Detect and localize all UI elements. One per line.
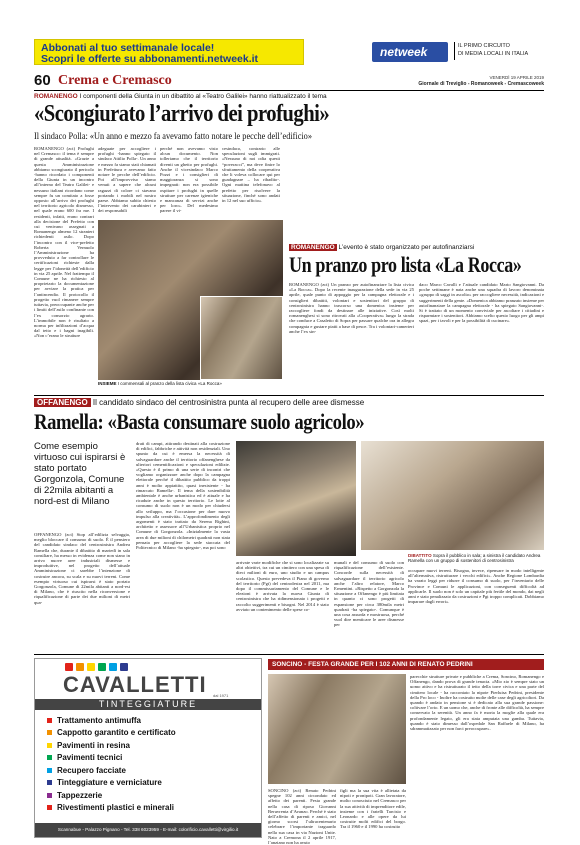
bullet-icon [47, 780, 52, 785]
article1-col1: ROMANENGO (zct) Profughi nel Cremasco: il tema è sempre di grande attualità. «Grazie a questa Amministrazione abbiamo scongiurato il pericolo -hanno ricordato i componenti della Giunta in un incontro all’interno del Teatro Galilei- e nessuno italiani ricordano come sempre fu un comitato a fosse opposto all’arrivo dei profughi nel territorio agricolo dismesso, nel quale erano 600 fra me. I residenti, infatti, erano contrari alla decisione del Prefetto con cui venivano assegnati a Romanengo almeno 12 stranieri richiedenti asilo. Dopo l’incontro con il vice-prefetto Roberta Vernuolo l’Amministrazione ha provveduto a far controllare le certificazioni richieste dalla legge per l’idoneità dell’edificio in via 25 aprile. Nel frattempo il Comune ne ha richiesto al proprietario la documentazione per avviare la pratica per l’antincendio. Il protocollo il progetto vuol rimanere sempre tuttavia, preoccupante anche per i limiti dell’asilo confinante con l’ex consorzio agrario. L’immobile non è risultato a norma per infiltrazioni d’acqua dal tetto e i bagni inagibili. «Non c’erano le strutture [34, 146, 94, 339]
article1-col2: adeguate per accogliere i profughi -hanno spiegato il sindaco Attilio Polla-. Un anno e mezzo fa siamo stati chiamati in Prefettura e avevamo fatto notare le pecche dell’edificio. Poi all’improvviso siamo venuti a sapere che alcuni ragazzi di colore ci stavano portando i mobili nel nostro paese. Abbiamo subito chiesto l’intervento dei carabinieri e dei responsabili [98, 146, 156, 214]
article1-kicker-text: I componenti della Giunta in un dibattito al «Teatro Galilei» hanno riattualizzato il tema [79, 93, 327, 100]
bullet-icon [47, 805, 52, 810]
article2-col2: daco Marco Cavalli e l’attuale candidato Mario Sangiovanni. Da poche settimane è nata anche una squadra di lavoro denominata «gruppo di saggi in ascolto» per raccogliere necessità, indicazioni e suggerimenti della gente. «Domenica abbiamo pranzato insieme per autofinanziare la campagna elettorale - ha spiegato Sangiovanni-. Si è trattato di un momento conviviale per ascoltare i cittadini e risparmiare i sostenitori. Abbiamo scelto questo luogo per gli ampi spazi, per i tavoli e per la possibilità di cucinare». [419, 282, 545, 324]
netweek-logo-text: netweek [380, 45, 428, 59]
article1-kicker-place: ROMANENGO [34, 93, 78, 100]
article4-col1: SONCINO (zct) Renato Pedrini spegne 102 anni circondato ed affetto dei parenti. Festa grande nella casa di riposo Giovanni Beruvrenta d’Avanzo. Perché è stato dell’affetto di parenti e amici, nel giorno scorsi l’ultracentenario celebrare l’importante traguardo nella sua casa in via Nazioni Unite. Nato a Cremona il 2 aprile 1917, l’anziano non ha avuto [268, 788, 336, 845]
article3-caption [408, 553, 544, 563]
bullet-icon [47, 730, 52, 735]
article3-kicker [34, 398, 364, 407]
article3-col4: munali e del consumo di suolo con riqualificazione dell’esistente. Concorde sulla necessità di salvaguardare il territorio agricolo anche l’altro relatore, Marco Ermentini. «Rispetto a Gorgonzola la situazione a Offanengo è più limitata in quanto ci sono progetti di espansione per circa 380mila metri quadrati -ha spiegato-. Comunque è una cosa assurda e mostruosa, perché vuol dire menticare le aree dismesse per [334, 560, 404, 628]
article2-caption-label: INSIEME [98, 381, 117, 386]
article2-caption-text: I commensali al pranzo della lista civica «La Rocca» [117, 381, 222, 386]
cavalletti-footer: Scannabue - Palazzo Pignano - Tel. 338 6023959 - E-mail: colorificio.cavalletti@virgilio.it [35, 823, 261, 837]
article4-photo [268, 674, 406, 784]
article3-divider [34, 654, 544, 655]
article3-kicker-text: Il candidato sindaco del centrosinistra punta al recupero delle aree dismesse [92, 398, 365, 407]
top-ad-line1: Abbonati al tuo settimanale locale! [41, 42, 215, 54]
service-item: Tappezzerie [47, 789, 257, 802]
article4-col3: parecchie strutture private e pubbliche a Crema, Soncino, Romanengo e Offanengo, dando prova di grande tenacia. «Mio zio è sempre stato un uomo attivo e ha ristrutturato il tetto della torre civica e una parte del cimitero locale - ha raccontato la nipote Pierluisa Pedrini, presidente della Pro loco - Inoltre ha costruito molte delle case degli agricoltori. Da quando è andato in pensione si è dedicato alla sua grande passione: coltivare l’orto. E un uomo che, anche di fronte alle difficoltà, ha sempre conservato la serenità. Un anno fa è morta la moglie alla quale era profondamente legato, gli era stata amputata una gamba. Tuttavia, quando è stato dimesso dall’ospedale San Raffaele di Milano, ha sdrammatizzato per non farci preoccupare». [410, 674, 544, 732]
netweek-tagline-1: IL PRIMO CIRCUITO [458, 43, 510, 49]
article3-headline: Ramella: «Basta consumare suolo agricolo» [34, 409, 365, 434]
article3-col2: drati di campi, attirando destinati alla costruzione di edifici, fabbriche e attività non residenziali. Uno spunto da cui è emersa la necessità di salvaguardare anche il territorio offanenghese da ulteriori cementificazioni e speculazioni edilizie. «Questo è il primo di una serie di incontri che vogliamo organizzare anche dopo la campagna elettorale perché il dibattito pubblico da troppi anni è molto appiattito, quasi inesistente - ha rimarcato Ramella-. Il tema della sostenibilità ambientale è anche urbanistica ed è attuale e ha ricadute anche in questo territorio. Le lotte al consumo di suolo non è un modo per chiudersi allo sviluppo, ma l’occasione per dare nuovo impulso alla creatività». L’approfondimento degli argomenti è stato trattato da Serena Righini, architetto e assessore all’Urbanistica proprio nel Comune di Gorgonzola. «Inizialmente la vasta area di due milioni di chilometri quadrati non stata pensata per accogliere la sede staccata del Politecnico di Milano -ha spiegato-, ma poi sono [136, 441, 230, 551]
article2-headline: Un pranzo pro lista «La Rocca» [289, 252, 522, 277]
cavalletti-ad[interactable] [34, 658, 262, 838]
article4-kicker: SONCINO - FESTA GRANDE PER I 102 ANNI DI RENATO PEDRINI [268, 659, 544, 670]
tagline-divider [454, 42, 455, 60]
article3-col3: arrivate varie modifiche che si sono localizzate su altri obiettivi, tra cui un cimitero con una spesa di dieci milioni di euro, uno studio e un campus scolastico. Questo prevedeva il Piano di governo del territorio (Pgt) del centrodestra nel 2011, ma dopo il commissariamento del Comune e le elezioni è arrivata la nuova Giunta di centrosinistra che ha ridimensionato i progetti e raccolto suggerimenti e bisogni. Nel 2014 è stato avviato un contenimento delle spese co- [236, 560, 329, 612]
header-date: VENERDÌ 19 APRILE 2019 [489, 75, 544, 80]
service-item: Cappotto garantito e certificato [47, 727, 257, 740]
cavalletti-services [47, 714, 257, 814]
article3-caption-label: DIBATTITO [408, 553, 432, 558]
bullet-icon [47, 793, 52, 798]
article2-col1: ROMANENGO (zct) Un pranzo per autofinanziare la lista civica «La Rocca». Dopo la recente inaugurazione della sede in via 25 aprile, quale punto di appoggio per la campagna elettorale e i consiglieri dibattiti, volontari e sostenitori del gruppo di centrosinistra hanno trascorso una domenica insieme per raccogliere fondi da destinare alle iniziative. Così molti romanenghesi si sono ritrovati alla «Cooperativa» lungo la strada che conduce a Casaletto di Sopra per passare qualche ora in allegra compagnia e gustare piatti a base di pesce. Tra i volontari-camerieri anche l’ex sin- [289, 282, 414, 334]
article1-subhead: Il sindaco Polla: «Un anno e mezzo fa avevamo fatto notare le pecche dell’edificio» [34, 131, 312, 141]
article1-photo-inset [200, 296, 283, 380]
article3-kicker-place: OFFANENGO [34, 398, 91, 407]
article3-col1: OFFANENGO (zct) Stop all’edilizia selvaggia, meglio bloccare il consumo di suolo. È il pensiero del candidato sindaco del centrosinistra Andrea Ramella che, durante il dibattito di martedì in sala consiliare, ha messo in evidenza come non siano in arrivo nuove aree industriali dismesse e improduttive, nel progetto dell’attuale Amministrazione ci sarebbe l’intenzione di costruire ancora, su scala e su nuovi terreni. Come esempio virtuoso cui ispirarsi è stato portato Gorgonzola, Comune di 22mila abitanti a nord-est di Milano, che è riuscito nella riconversione e riqualificazione di parte dei due milioni di metri qua- [34, 532, 130, 605]
cavalletti-logo-dots [65, 663, 225, 671]
top-ad-banner[interactable] [34, 39, 304, 65]
service-item: Tinteggiature e verniciature [47, 777, 257, 790]
article1-divider [34, 395, 544, 396]
cavalletti-since: dal 1971 [213, 693, 229, 698]
cavalletti-subtitle: TINTEGGIATURE [35, 699, 261, 710]
netweek-tagline-2: DI MEDIA LOCALI IN ITALIA [458, 51, 529, 57]
article1-col3: perché non avevamo visto alcun documento. Non tolleriamo che il territorio diventi un ghetto per profughi. Anche il vicesindaco Marco Pozzi e i consiglieri di maggioranza si sono impegnati: non era possibile ospitare i profughi in quelle strutture per carenze igieniche e mancanza di servizi anche per loro». Del medesimo parere il vi- [160, 146, 218, 214]
article1-kicker [34, 93, 327, 100]
article2-kicker-text: L’evento è stato organizzato per autofinanziarsi [338, 244, 475, 251]
netweek-logo[interactable] [372, 42, 448, 62]
service-item: Pavimenti in resina [47, 739, 257, 752]
page-number: 60 [34, 72, 51, 89]
bullet-icon [47, 718, 52, 723]
article3-pullquote: Come esempio virtuoso cui ispirarsi è stato portato Gorgonzola, Comune di 22mila abitanti a nord-est di Milano [34, 441, 126, 507]
article1-col4: cesindaco, contrario alle speculazioni sugli immigrati. «Nessuno di noi odia questi “poveracci”, ma deve finire lo sfruttamento della cooperativa che li voleva collocare qui per guadagnare – ha ribadito-. Ogni mattina telefonavo al prefetto per risolvere la situazione, finché sono andati in 12 nel suo ufficio». [222, 146, 280, 204]
bullet-icon [47, 768, 52, 773]
section-title: Crema e Cremasco [58, 73, 172, 88]
article2-kicker [289, 244, 474, 251]
article1-headline: «Scongiurato l’arrivo dei profughi» [34, 101, 330, 127]
service-item: Pavimenti tecnici [47, 752, 257, 765]
article3-col5: occupare nuovi terreni. Bisogna, invece, ripensare in modo intelligente all’alternativa, ristrutturare i vecchi edifici». Anche Regione Lombardia ha varato leggi per ridurre il consumo di suolo, per l’inventario delle Province e Comuni le applicazioni, con conseguenti difficoltà ad applicarle. Il suolo non è solo un capitale più fertile del mondo, dai negli anni e stato penalizzato da costruzioni e Pgt troppo complicati. Dobbiamo imparare dagli errori». [408, 568, 544, 605]
bullet-icon [47, 743, 52, 748]
article3-caption-text: Sopra il pubblico in sala; a sinistra il candidato Andrea Ramella con un gruppo di sostenitori di centrosinistra [408, 553, 541, 563]
top-ad-line2: Scopri le offerte su abbonamenti.netweek.it [41, 53, 259, 65]
header-publication: Giornale di Treviglio - Romanoweek - Cremascoweek [418, 81, 544, 87]
cavalletti-brand: CAVALLETTI [63, 672, 207, 697]
service-item: Rivestimenti plastici e minerali [47, 802, 257, 815]
header-rule [34, 90, 544, 91]
article3-photo-left [236, 441, 356, 556]
article2-kicker-place: ROMANENGO [291, 244, 335, 251]
article3-photo-right [361, 441, 544, 550]
bullet-icon [47, 755, 52, 760]
article2-caption [98, 381, 222, 386]
article4-col2: figli ma la sua vita è allietata da nipoti e pronipoti. Gran lavoratore, molto conosciuto nel Cremasco per la sua attività di imprenditore edile, insieme con i fratelli Tarcisio e Leonardo e alle opere da lui costruite molti edifici del borgo. Tra il 1960 e il 1990 ha costruito [340, 788, 406, 830]
service-item: Recupero facciate [47, 764, 257, 777]
service-item: Trattamento antimuffa [47, 714, 257, 727]
